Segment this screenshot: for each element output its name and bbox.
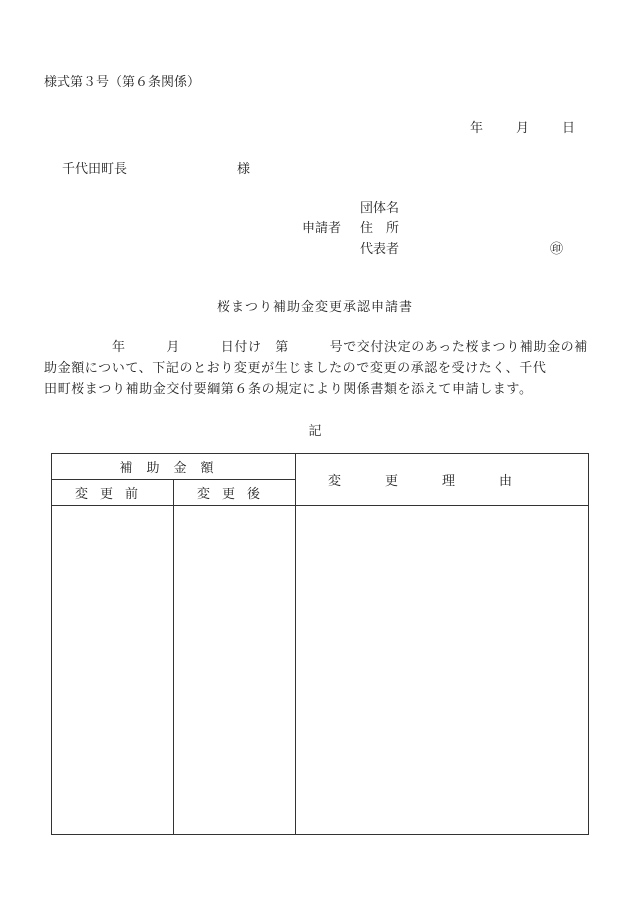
reason-cell[interactable] [296, 506, 589, 835]
applicant-label: 申請者 [302, 221, 342, 236]
form-number: 様式第３号（第６条関係） [44, 75, 201, 90]
addressee-mayor: 千代田町長 [62, 162, 128, 177]
representative-label: 代表者 [360, 242, 400, 257]
addressee-honorific: 様 [237, 162, 251, 177]
date-year-label: 年 [470, 121, 484, 136]
date-month-label: 月 [516, 121, 530, 136]
address-label: 住 所 [360, 221, 400, 236]
date-day-label: 日 [562, 121, 576, 136]
body-paragraph [44, 337, 592, 400]
document-title: 桜まつり補助金変更承認申請書 [216, 300, 413, 315]
before-change-cell[interactable] [52, 506, 174, 835]
amount-change-table [51, 453, 589, 835]
org-name-label: 団体名 [360, 201, 400, 216]
seal-mark: ㊞ [550, 242, 564, 257]
body-line-1: 年 月 日付け 第 号で交付決定のあった桜まつり補助金の補 [44, 340, 588, 355]
addressee [62, 158, 250, 177]
body-line-3: 田町桜まつり補助金交付要綱第６条の規定により関係書類を添えて申請します。 [44, 382, 533, 397]
reason-header: 変更理由 [296, 454, 589, 506]
after-change-header: 変更後 [174, 480, 296, 506]
before-change-header: 変更前 [52, 480, 174, 506]
amount-header: 補助金額 [52, 454, 296, 480]
date-line [470, 117, 575, 136]
after-change-cell[interactable] [174, 506, 296, 835]
ki-heading: 記 [308, 424, 322, 439]
body-line-2: 助金額について、下記のとおり変更が生じましたので変更の承認を受けたく、千代 [44, 361, 547, 376]
